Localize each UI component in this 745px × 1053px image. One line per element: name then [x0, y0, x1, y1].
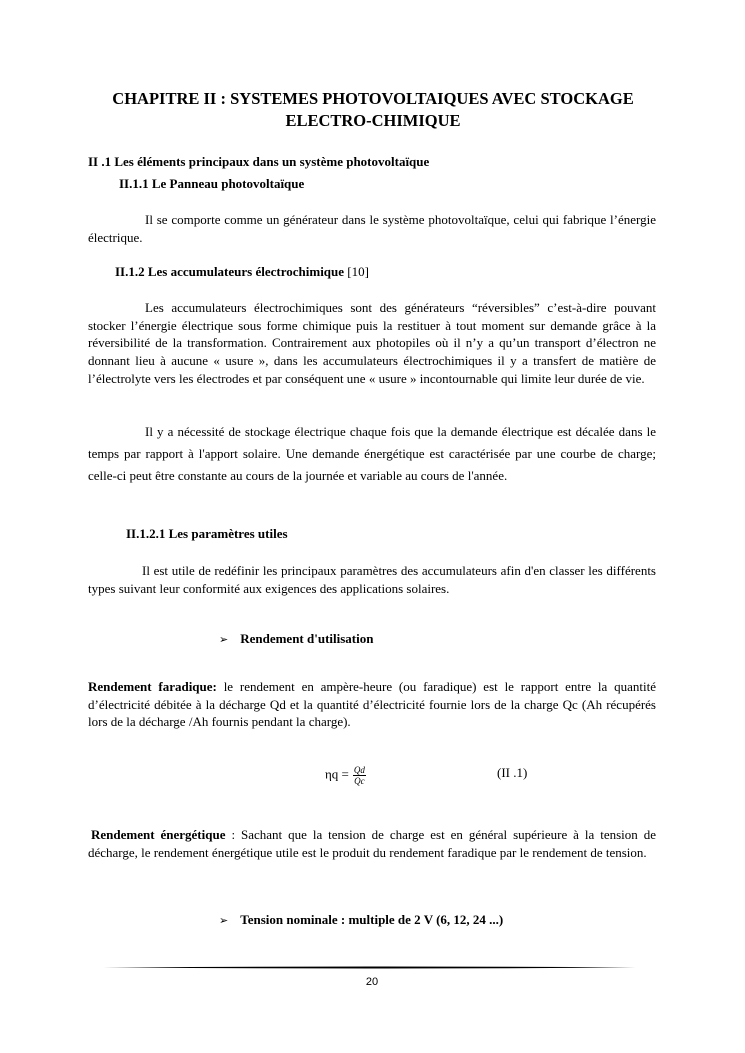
- paragraph-panneau: Il se comporte comme un générateur dans le système photovoltaïque, celui qui fabrique l’énergie électrique.: [88, 212, 656, 245]
- arrow-bullet-icon: ➢: [219, 633, 229, 646]
- paragraph-rendement-energetique: Rendement énergétique : Sachant que la tension de charge est en général supérieure à la tension de décharge, le rendement énergétique utile est le produit du rendement faradique par le rendement de tension.: [88, 827, 656, 860]
- bullet-tension-nominale: ➢ Tension nominale : multiple de 2 V (6, 12, 24 ...): [219, 912, 504, 927]
- chapter-title: CHAPITRE II : SYSTEMES PHOTOVOLTAIQUES AVEC STOCKAGE ELECTRO-CHIMIQUE: [112, 89, 634, 130]
- equation-ii-1: ηq = $\frac{Qd}{Qc}$: [325, 765, 365, 786]
- section-heading-1-2-1: II.1.2.1 Les paramètres utiles: [126, 526, 288, 541]
- page-number: 20: [365, 976, 379, 988]
- bullet-rendement-utilisation: ➢ Rendement d'utilisation: [219, 631, 374, 646]
- equation-label: (II .1): [497, 765, 528, 780]
- section-heading-1-1: II.1.1 Le Panneau photovoltaïque: [119, 176, 305, 191]
- paragraph-parametres: Il est utile de redéfinir les principaux paramètres des accumulateurs afin d'en classer les différents types suivant leur conformité aux exigences des applications solaires.: [88, 563, 656, 596]
- citation-ref: [10]: [344, 264, 369, 279]
- section-heading-1: II .1 Les éléments principaux dans un système photovoltaïque: [88, 154, 430, 169]
- section-heading-1-2: II.1.2 Les accumulateurs électrochimique [10]: [115, 264, 369, 279]
- paragraph-rendement-faradique: Rendement faradique: le rendement en ampère-heure (ou faradique) est le rapport entre la quantité d’électricité débitée à la décharge Qd et la quantité d’électricité fournie lors de la charge Qc (Ah récupérés lors de la décharge /Ah fournis pendant la charge).: [88, 679, 657, 730]
- fraction: $\frac{Qd}{Qc}$: [353, 765, 365, 786]
- arrow-bullet-icon: ➢: [219, 914, 229, 927]
- paragraph-accumulateurs-2: Il y a nécessité de stockage électrique chaque fois que la demande électrique est décalée dans le temps par rapport à l'apport solaire. Une demande énergétique est caractérisée par une courbe de charge; celle-ci peut être constante au cours de la journée et variable au cours de l'année.: [88, 424, 656, 483]
- paragraph-accumulateurs-1: Les accumulateurs électrochimiques sont des générateurs “réversibles” c’est-à-dire pouvant stocker l’énergie électrique sous forme chimique puis la restituer à tout moment sur demande grâce à la réversibilité de la transformation. Contrairement aux photopiles où il n’y a qu’un transport d’électron ne donnant lieu à aucune « usure », dans les accumulateurs électrochimiques il y a transfert de matière de l’électrolyte vers les électrodes et par conséquent une « usure » incontournable qui limite leur durée de vie.: [88, 300, 656, 386]
- footer-divider: [103, 966, 641, 969]
